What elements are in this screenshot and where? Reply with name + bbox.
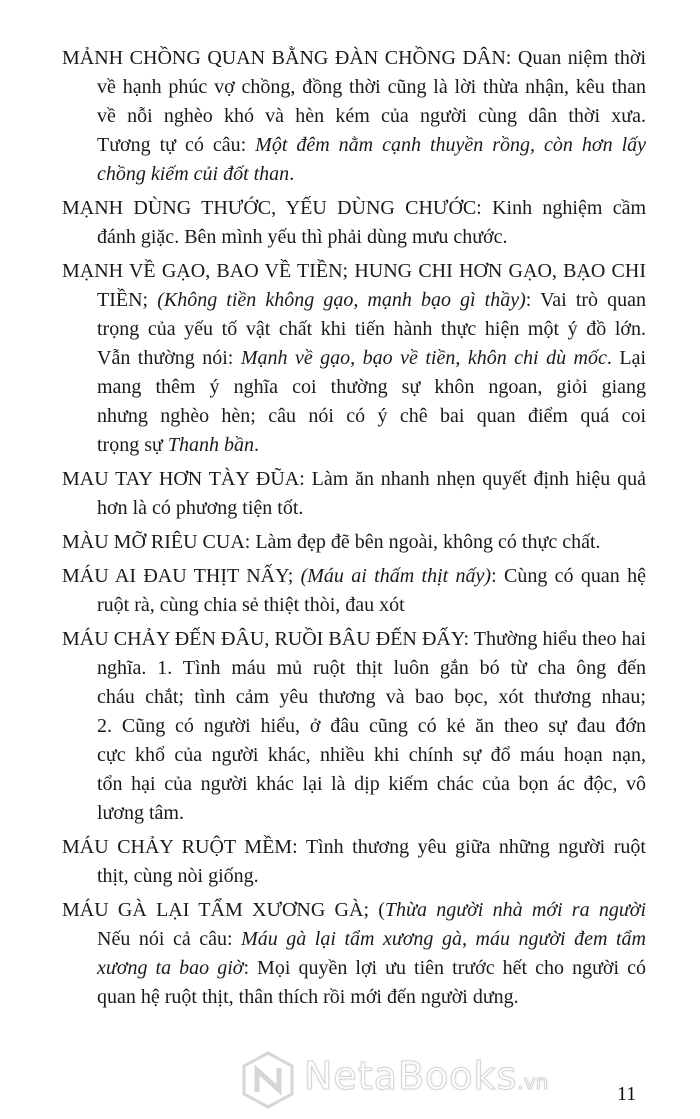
text: : Cùng có quan hệ xyxy=(491,565,646,587)
entry-line xyxy=(62,925,646,954)
entry-headline xyxy=(62,528,646,557)
text: quan hệ ruột thịt, thân thích rồi mới đến người dưng. xyxy=(97,986,519,1008)
entry-line xyxy=(62,131,646,160)
text: về hạnh phúc vợ chồng, đồng thời cũng là lời thừa nhận, kêu than xyxy=(97,76,646,98)
dictionary-entry xyxy=(62,833,646,891)
entry-line xyxy=(62,799,646,828)
dictionary-entry xyxy=(62,465,646,523)
entry-line xyxy=(62,683,646,712)
dictionary-entry xyxy=(62,528,646,557)
watermark-brand: NetaBooks xyxy=(304,1054,518,1098)
text: thịt, cùng nòi giống. xyxy=(97,865,259,887)
text: . Lại xyxy=(606,347,646,369)
text: tổn hại của người khác lại là dịp kiếm chác của bọn ác độc, vô xyxy=(97,773,646,795)
text: nghĩa. 1. Tình máu mủ ruột thịt luôn gắn bó từ cha ông đến xyxy=(97,657,646,679)
entry-line xyxy=(62,654,646,683)
dictionary-entry xyxy=(62,257,646,460)
netabooks-watermark xyxy=(240,1050,590,1110)
entry-line xyxy=(62,591,646,620)
entry-line xyxy=(62,160,646,189)
entry-line xyxy=(62,954,646,983)
text: trọng sự xyxy=(97,434,168,456)
entry-line xyxy=(62,983,646,1012)
entry-line xyxy=(62,373,646,402)
text: về nỗi nghèo khó và hèn kém của người cùng dân thời xưa. xyxy=(97,105,646,127)
text: lương tâm. xyxy=(97,802,184,824)
entry-line xyxy=(62,344,646,373)
entry-headline xyxy=(62,465,646,494)
dictionary-page-body xyxy=(62,44,646,1017)
text: MAU TAY HƠN TÀY ĐŨA: Làm ăn nhanh nhẹn quyết định hiệu quả xyxy=(62,468,646,490)
text: : Mọi quyền lợi ưu tiên trước hết cho người có xyxy=(243,957,646,979)
entry-line xyxy=(62,712,646,741)
dictionary-entry xyxy=(62,194,646,252)
text: ruột rà, cùng chia sẻ thiệt thòi, đau xót xyxy=(97,594,405,616)
entry-headline xyxy=(62,625,646,654)
italic-text: chồng kiếm củi đốt than xyxy=(97,163,290,185)
text: . xyxy=(253,434,259,456)
text: hơn là có phương tiện tốt. xyxy=(97,497,304,519)
entry-headline xyxy=(62,194,646,223)
dictionary-entry xyxy=(62,896,646,1012)
text: cháu chắt; tình cảm yêu thương và bao bọc, xót thương nhau; xyxy=(97,686,646,708)
text: cực khổ của người khác, nhiều khi chính sự đổ máu hoạn nạn, xyxy=(97,744,646,766)
italic-text: Thừa người nhà mới ra người xyxy=(384,899,646,921)
text: đánh giặc. Bên mình yếu thì phải dùng mưu chước. xyxy=(97,226,508,248)
entry-line xyxy=(62,315,646,344)
entry-headline xyxy=(62,896,646,925)
entry-headline xyxy=(62,562,646,591)
italic-text: xương ta bao giờ xyxy=(97,957,244,979)
text: MẢNH CHỒNG QUAN BẰNG ĐÀN CHỒNG DÂN: Quan niệm thời xyxy=(62,47,646,69)
text: mang thêm ý nghĩa coi thường sự khôn ngoan, giỏi giang xyxy=(97,376,646,398)
entry-line xyxy=(62,494,646,523)
dictionary-entry xyxy=(62,562,646,620)
text: Nếu nói cả câu: xyxy=(97,928,242,950)
entry-line xyxy=(62,102,646,131)
watermark-suffix: .vn xyxy=(517,1070,549,1094)
entry-line xyxy=(62,402,646,431)
entry-headline xyxy=(62,44,646,73)
entry-line xyxy=(62,286,646,315)
text: MẠNH DÙNG THƯỚC, YẾU DÙNG CHƯỚC: Kinh nghiệm cầm xyxy=(62,197,646,219)
dictionary-entry xyxy=(62,44,646,189)
text: Vẫn thường nói: xyxy=(97,347,241,369)
text: TIỀN; xyxy=(97,289,158,311)
italic-text: (Không tiền không gạo, mạnh bạo gì thầy) xyxy=(157,289,526,311)
text: trọng của yếu tố vật chất khi tiến hành thực hiện một ý đồ lớn. xyxy=(97,318,646,340)
text: Tương tự có câu: xyxy=(97,134,256,156)
italic-text: (Máu ai thấm thịt nấy) xyxy=(300,565,492,587)
text: MẠNH VỀ GẠO, BAO VỀ TIỀN; HUNG CHI HƠN GẠO, BẠO CHI xyxy=(62,260,646,282)
entry-line xyxy=(62,223,646,252)
entry-headline xyxy=(62,833,646,862)
italic-text: Máu gà lại tẩm xương gà, máu người đem tẩm xyxy=(241,928,646,950)
text: 2. Cũng có người hiểu, ở đâu cũng có kẻ ăn theo sự đau đớn xyxy=(97,715,646,737)
entry-line xyxy=(62,862,646,891)
text: . xyxy=(289,163,295,185)
netabooks-logo-icon xyxy=(240,1050,296,1110)
entry-line xyxy=(62,431,646,460)
text: MÁU CHẢY ĐẾN ĐÂU, RUỒI BÂU ĐẾN ĐẤY: Thường hiểu theo hai xyxy=(62,628,646,650)
text: MÀU MỠ RIÊU CUA: Làm đẹp đẽ bên ngoài, không có thực chất. xyxy=(62,531,601,553)
text: : Vai trò quan xyxy=(525,289,646,311)
text: MÁU CHẢY RUỘT MỀM: Tình thương yêu giữa những người ruột xyxy=(62,836,646,858)
italic-text: Một đêm nằm cạnh thuyền rồng, còn hơn lấy xyxy=(255,134,646,156)
text: nhưng nghèo hèn; câu nói có ý chê bai quan điểm quá coi xyxy=(97,405,646,427)
entry-line xyxy=(62,741,646,770)
dictionary-entry xyxy=(62,625,646,828)
italic-text: Thanh bần xyxy=(167,434,254,456)
page-number: 11 xyxy=(617,1083,637,1105)
entry-line xyxy=(62,770,646,799)
text: MÁU GÀ LẠI TẨM XƯƠNG GÀ; ( xyxy=(62,899,385,921)
entry-line xyxy=(62,73,646,102)
entry-headline xyxy=(62,257,646,286)
italic-text: Mạnh về gạo, bạo về tiền, khôn chi dù mốc xyxy=(240,347,607,369)
text: MÁU AI ĐAU THỊT NẤY; xyxy=(62,565,301,587)
